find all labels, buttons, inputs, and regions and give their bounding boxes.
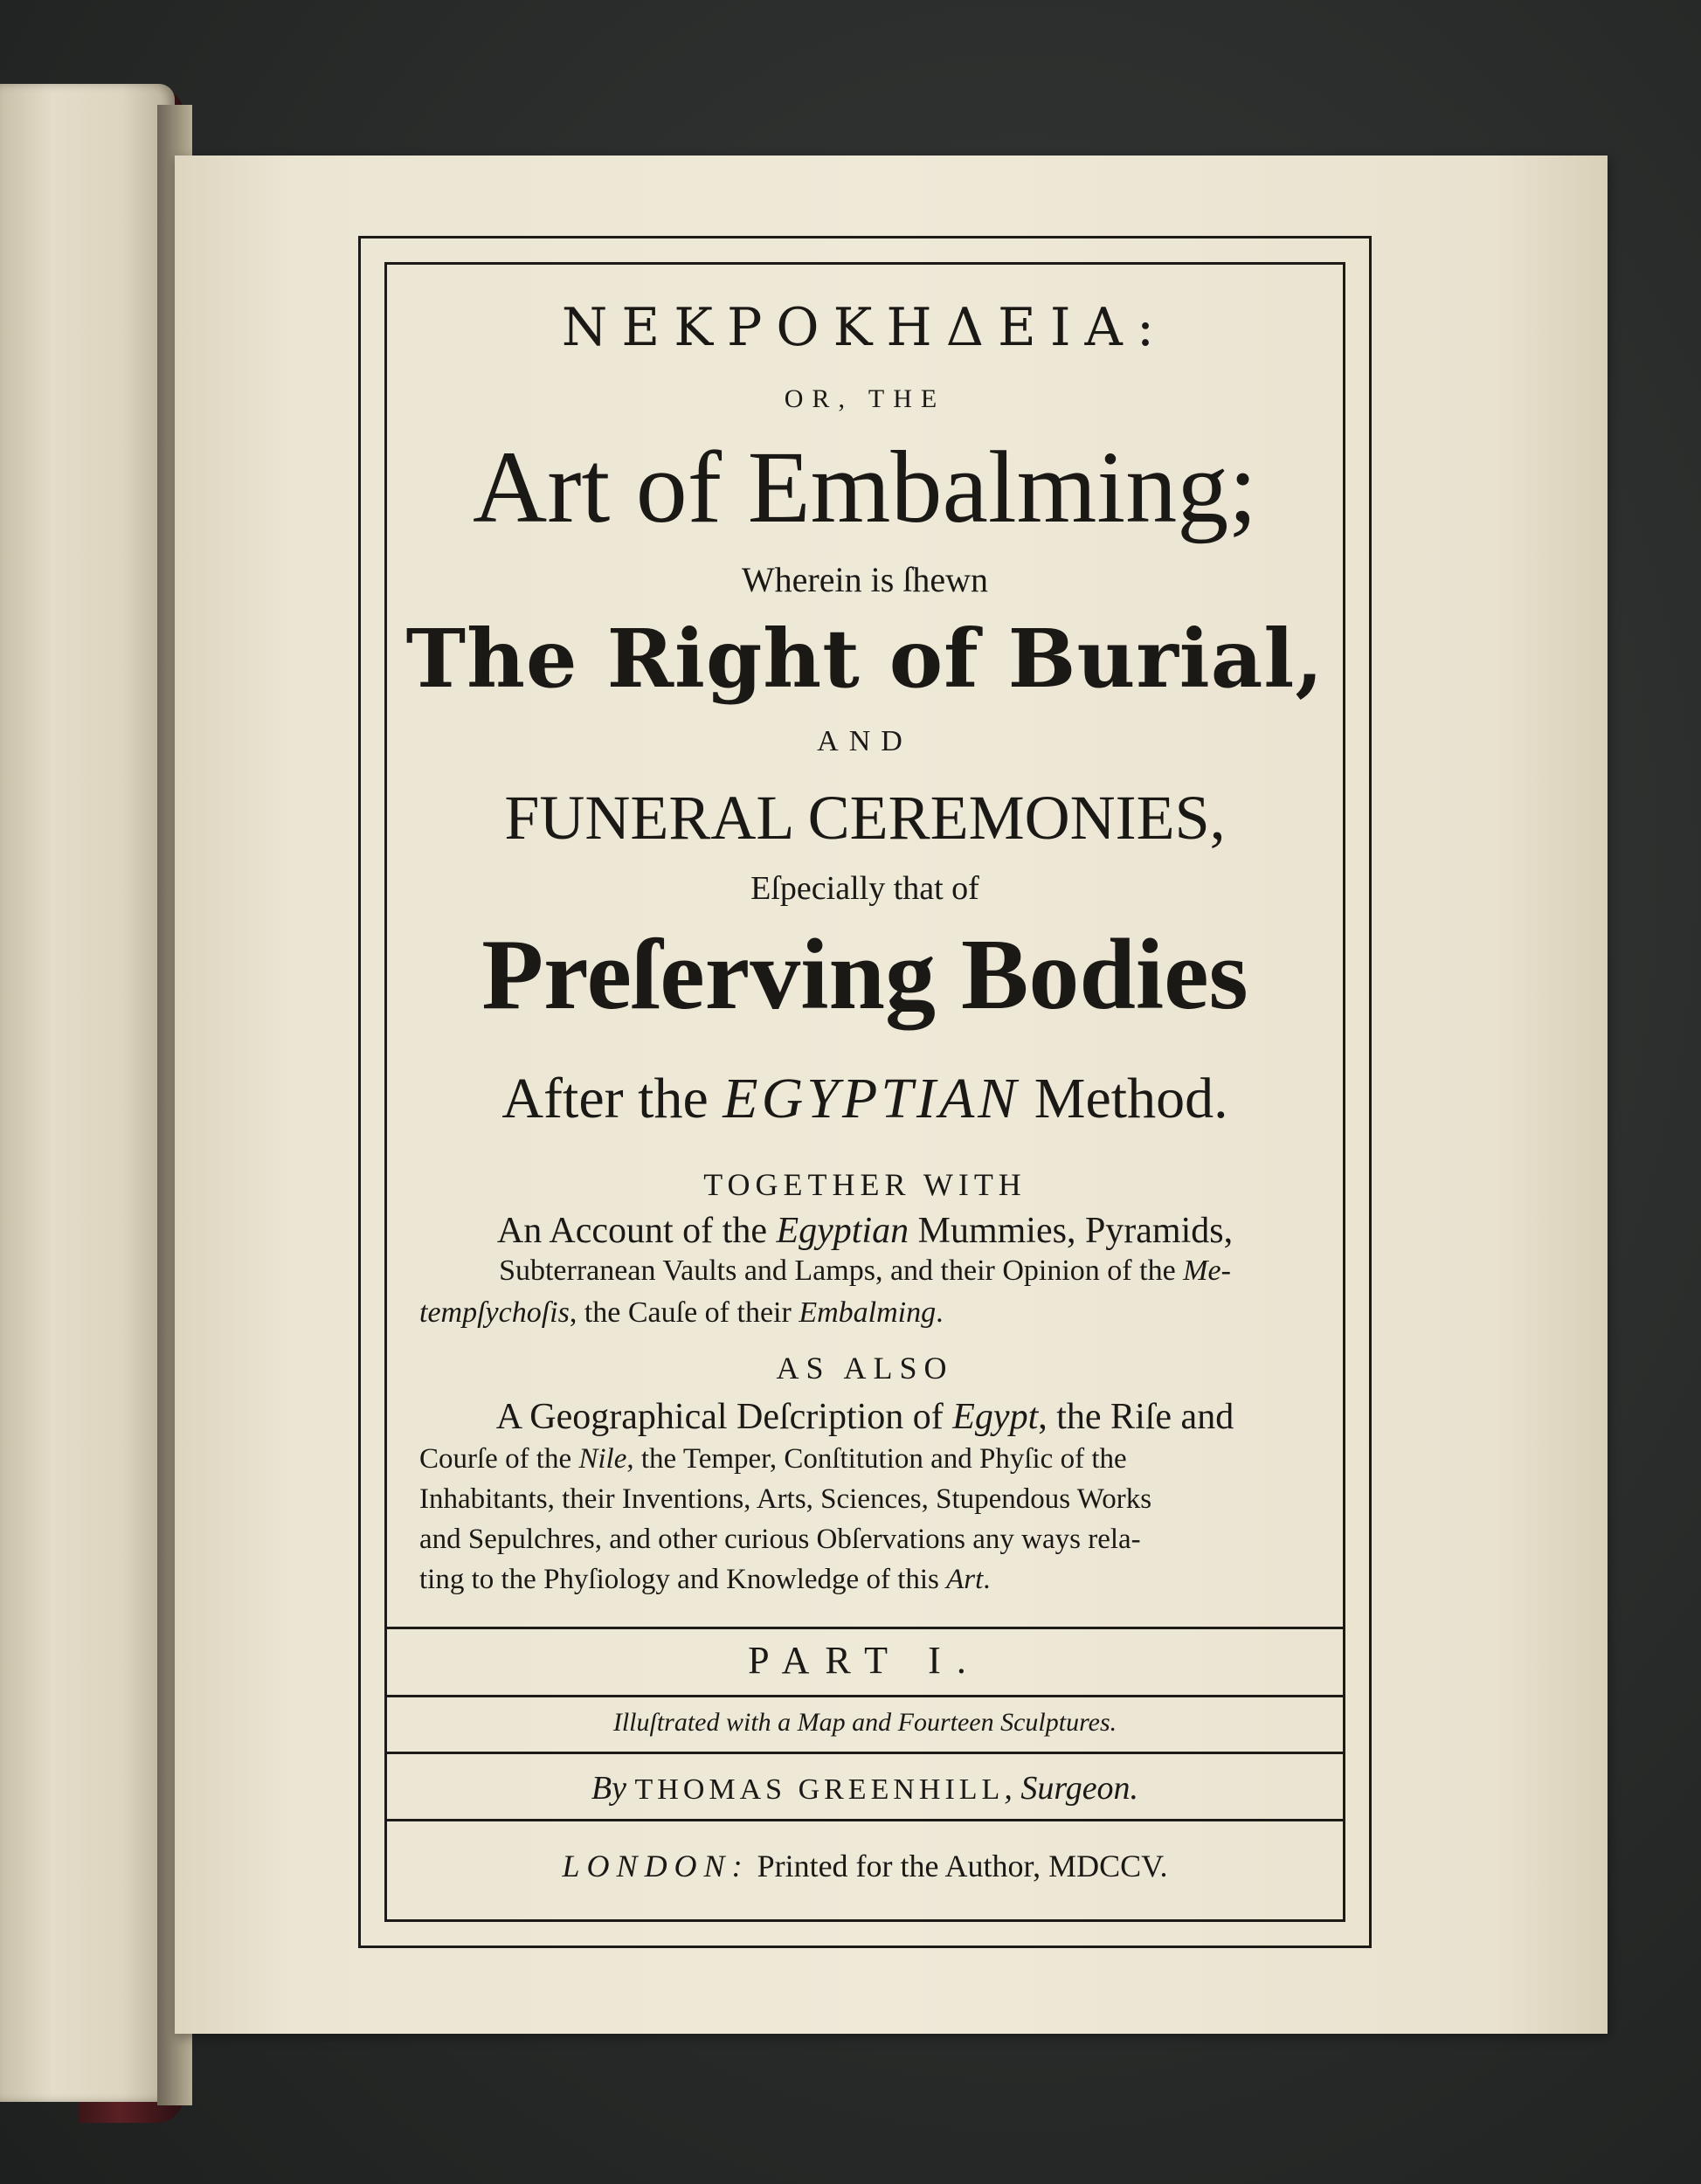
especially-line: Eſpecially that of xyxy=(750,870,979,907)
rule-below-author xyxy=(384,1819,1345,1821)
description-line-3: Inhabitants, their Inventions, Arts, Sciences, Stupendous Works xyxy=(419,1483,1152,1515)
or-the: OR, THE xyxy=(784,384,946,413)
right-of-burial: The Right of Burial, xyxy=(405,612,1324,706)
illustrated-line: Illuſtrated with a Map and Fourteen Sculptures. xyxy=(612,1708,1117,1737)
rule-below-part xyxy=(384,1695,1345,1697)
account-line-2: Subterranean Vaults and Lamps, and their Opinion of the Me- xyxy=(499,1254,1231,1287)
part-label: PART I. xyxy=(748,1639,982,1682)
description-line-4: and Sepulchres, and other curious Obſervations any ways rela- xyxy=(419,1524,1141,1555)
description-line-1: A Geographical Deſcription of Egypt, the Riſe and xyxy=(495,1397,1234,1437)
main-title: Art of Embalming; xyxy=(473,430,1257,544)
as-also: AS ALSO xyxy=(776,1351,954,1386)
funeral-ceremonies: FUNERAL CEREMONIES, xyxy=(504,783,1226,853)
rule-below-illustrated xyxy=(384,1752,1345,1754)
together-with: TOGETHER WITH xyxy=(703,1167,1027,1202)
author-name: THOMAS GREENHILL xyxy=(634,1773,1005,1806)
description-line-2: Courſe of the Nile, the Temper, Conſtitution and Phyſic of the xyxy=(419,1443,1127,1475)
rule-above-part xyxy=(384,1627,1345,1629)
description-line-5: ting to the Phyſiology and Knowledge of this Art. xyxy=(419,1564,991,1595)
account-line-1: An Account of the Egyptian Mummies, Pyramids, xyxy=(496,1211,1234,1251)
author-line: By THOMAS GREENHILL, Surgeon. xyxy=(591,1770,1139,1807)
left-page-edge xyxy=(0,84,175,2102)
and-line: AND xyxy=(817,725,913,757)
account-line-3: tempſychoſis, the Cauſe of their Embalming. xyxy=(419,1296,944,1329)
imprint-line: LONDON: Printed for the Author, MDCCV. xyxy=(562,1849,1168,1883)
after-egyptian-method: After the EGYPTIAN Method. xyxy=(501,1067,1228,1130)
wherein-line: Wherein is ſhewn xyxy=(741,560,989,599)
preserving-bodies: Preſerving Bodies xyxy=(481,919,1248,1031)
greek-title: ΝΕΚΡΟΚΗΔΕΙΑ: xyxy=(561,297,1169,358)
